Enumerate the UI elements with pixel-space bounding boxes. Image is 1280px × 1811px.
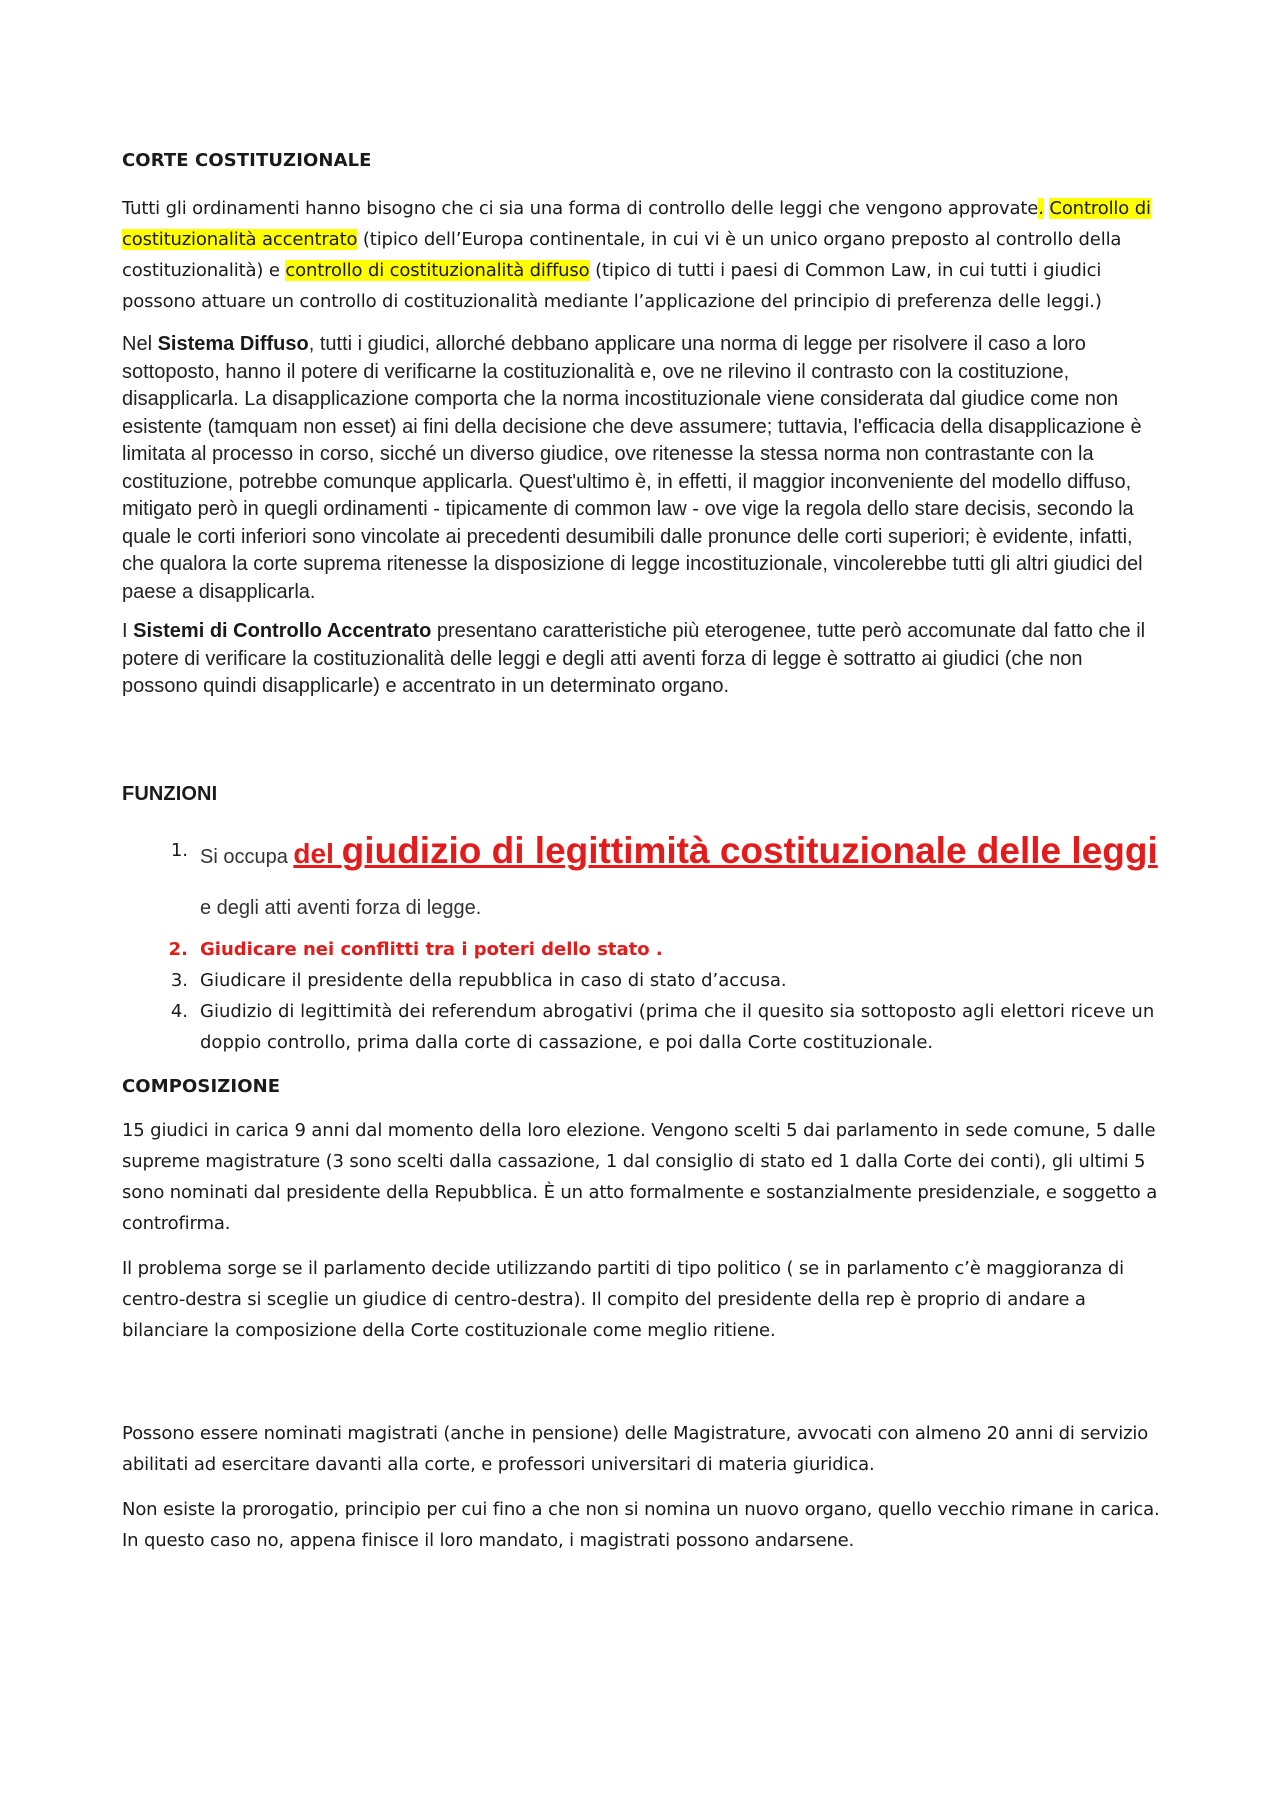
accentrato-term: Sistemi di Controllo Accentrato [133,620,432,642]
item1-lead: Si occupa [200,845,294,868]
funzioni-item-2: Giudicare nei conflitti tra i poteri dello stato . [200,938,663,960]
item1-del: del [293,837,342,869]
diffuso-term: Sistema Diffuso [157,333,309,355]
accentrato-lead: I [122,620,134,642]
highlight-controllo-accentrato: Controllo di costituzionalità accentrato [122,198,1151,250]
paragraph-composizione-3: Possono essere nominati magistrati (anche in pensione) delle Magistrature, avvocati con almeno 20 anni di servizio abilitati ad esercitare davanti alla corte, e professori universitari di materia giuridica. [122,1422,1149,1475]
intro-text-2: (tipico dell’Europa continentale, in cui vi è un unico organo preposto al controllo della costituzionalità) e [122,229,1122,281]
heading-funzioni: FUNZIONI [122,782,218,805]
heading-corte-costituzionale: CORTE COSTITUZIONALE [122,150,372,171]
item1-emphasis: giudizio di legittimità costituzionale delle leggi [341,829,1158,871]
intro-text-1: Tutti gli ordinamenti hanno bisogno che ci sia una forma di controllo delle leggi che vengono approvate [122,198,1039,219]
funzioni-list [122,826,1160,1058]
accentrato-text: presentano caratteristiche più eterogenee, tutte però accomunate dal fatto che il potere di verificare la costituzionalità delle leggi e degli atti aventi forza di legge è sottratto ai giudici (che non possono quindi disapplicarle) e accentrato in un determinato organo. [122,620,1146,697]
paragraph-composizione-4: Non esiste la prorogatio, principio per cui fino a che non si nomina un nuovo organo, quello vecchio rimane in carica. In questo caso no, appena finisce il loro mandato, i magistrati possono andarsene. [122,1498,1160,1551]
item1-tail: e degli atti aventi forza di legge. [200,896,482,919]
funzioni-item-1 [200,826,1160,934]
paragraph-intro [122,193,1160,317]
paragraph-composizione-2: Il problema sorge se il parlamento decide utilizzando partiti di tipo politico ( se in parlamento c’è maggioranza di centro-destra si sceglie un giudice di centro-destra). Il compito del presidente della rep è proprio di andare a bilanciare la composizione della Corte costituzionale come meglio ritiene. [122,1257,1124,1341]
paragraph-composizione-1: 15 giudici in carica 9 anni dal momento della loro elezione. Vengono scelti 5 dai parlamento in sede comune, 5 dalle supreme magistrature (3 sono scelti dalla cassazione, 1 dal consiglio di stato ed 1 dalla Corte dei conti), gli ultimi 5 sono nominati dal presidente della Repubblica. È un atto formalmente e sostanzialmente presidenziale, e soggetto a controfirma. [122,1119,1158,1234]
diffuso-text: , tutti i giudici, allorché debbano applicare una norma di legge per risolvere il caso a loro sottoposto, hanno il potere di verificarne la costituzionalità e, ove ne rilevino il contrasto con la costituzione, disapplicarla. La disapplicazione comporta che la norma incostituzionale viene considerata dal giudice come non esistente (tamquam non esset) ai fini della decisione che deve assumere; tuttavia, l'efficacia della disapplicazione è limitata al processo in corso, sicché un diverso giudice, ove ritenesse la stessa norma non contrastante con la costituzione, potrebbe comunque applicarla. Quest'ultimo è, in effetti, il maggior inconveniente del modello diffuso, mitigato però in quegli ordinamenti - tipicamente di common law - ove vige la regola dello stare decisis, secondo la quale le corti inferiori sono vincolate ai precedenti desumibili dalle pronunce delle corti superiori; è evidente, infatti, che qualora la corte suprema ritenesse la disposizione di legge incostituzionale, vincolerebbe tutti gli altri giudici del paese a disapplicarla. [122,333,1143,603]
heading-composizione: COMPOSIZIONE [122,1075,281,1097]
highlight-controllo-diffuso: controllo di costituzionalità diffuso [285,260,590,281]
intro-highlight-period: . [1038,198,1044,219]
paragraph-sistemi-accentrato [122,618,1160,701]
funzioni-item-4: Giudizio di legittimità dei referendum abrogativi (prima che il quesito sia sottoposto agli elettori riceve un doppio controllo, prima dalla corte di cassazione, e poi dalla Corte costituzionale. [200,1000,1155,1053]
intro-text-3: (tipico di tutti i paesi di Common Law, in cui tutti i giudici possono attuare un controllo di costituzionalità mediante l’applicazione del principio di preferenza delle leggi.) [122,260,1102,312]
funzioni-item-3: Giudicare il presidente della repubblica in caso di stato d’accusa. [200,969,787,991]
diffuso-lead: Nel [122,333,158,355]
paragraph-sistema-diffuso [122,331,1160,606]
